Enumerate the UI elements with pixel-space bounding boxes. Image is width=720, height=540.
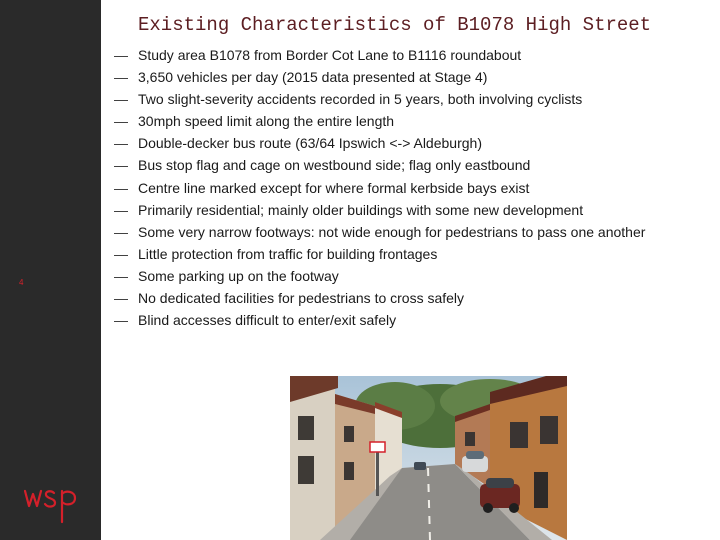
bullet-text: Blind accesses difficult to enter/exit safely: [138, 312, 397, 329]
bullet-marker: —: [114, 267, 128, 284]
bullet-text: Little protection from traffic for building frontages: [138, 245, 438, 262]
bullet-marker: —: [114, 113, 128, 130]
bullet-text: 3,650 vehicles per day (2015 data presented at Stage 4): [138, 69, 488, 86]
bullet-text: Double-decker bus route (63/64 Ipswich <-> Aldeburgh): [138, 135, 482, 152]
bullet-marker: —: [114, 290, 128, 307]
bullet-text: Primarily residential; mainly older buildings with some new development: [138, 201, 584, 218]
bullet-text: No dedicated facilities for pedestrians to cross safely: [138, 290, 465, 307]
bullet-list: [114, 44, 714, 331]
bullet-marker: —: [114, 179, 128, 196]
bullet-item: [114, 265, 714, 287]
bullet-item: [114, 66, 714, 88]
bullet-marker: —: [114, 245, 128, 262]
sidebar: [0, 0, 101, 540]
bullet-item: [114, 221, 714, 243]
page-number: 4: [19, 278, 24, 287]
bullet-text: Two slight-severity accidents recorded in 5 years, both involving cyclists: [138, 91, 583, 108]
bullet-text: 30mph speed limit along the entire length: [138, 113, 395, 130]
bullet-item: [114, 132, 714, 154]
bullet-item: [114, 177, 714, 199]
bullet-item: [114, 110, 714, 132]
street-photo: [290, 376, 567, 540]
bullet-marker: —: [114, 47, 128, 63]
bullet-text: Some very narrow footways: not wide enough for pedestrians to pass one another: [138, 223, 646, 240]
bullet-text: Study area B1078 from Border Cot Lane to B1116 roundabout: [138, 47, 522, 63]
bullet-marker: —: [114, 223, 128, 240]
bullet-item: [114, 199, 714, 221]
bullet-text: Bus stop flag and cage on westbound side; flag only eastbound: [138, 157, 531, 174]
slide-title: Existing Characteristics of B1078 High Street: [138, 14, 652, 36]
bullet-marker: —: [114, 157, 128, 174]
bullet-marker: —: [114, 201, 128, 218]
bullet-text: Some parking up on the footway: [138, 267, 339, 284]
bullet-marker: —: [114, 91, 128, 108]
wsp-logo: [24, 482, 78, 526]
bullet-item: [114, 44, 714, 66]
bullet-marker: —: [114, 312, 128, 329]
bullet-marker: —: [114, 135, 128, 152]
bullet-item: [114, 309, 714, 331]
bullet-item: [114, 154, 714, 176]
bullet-text: Centre line marked except for where formal kerbside bays exist: [138, 179, 530, 196]
bullet-marker: —: [114, 69, 128, 86]
bullet-item: [114, 287, 714, 309]
bullet-item: [114, 88, 714, 110]
bullet-item: [114, 243, 714, 265]
